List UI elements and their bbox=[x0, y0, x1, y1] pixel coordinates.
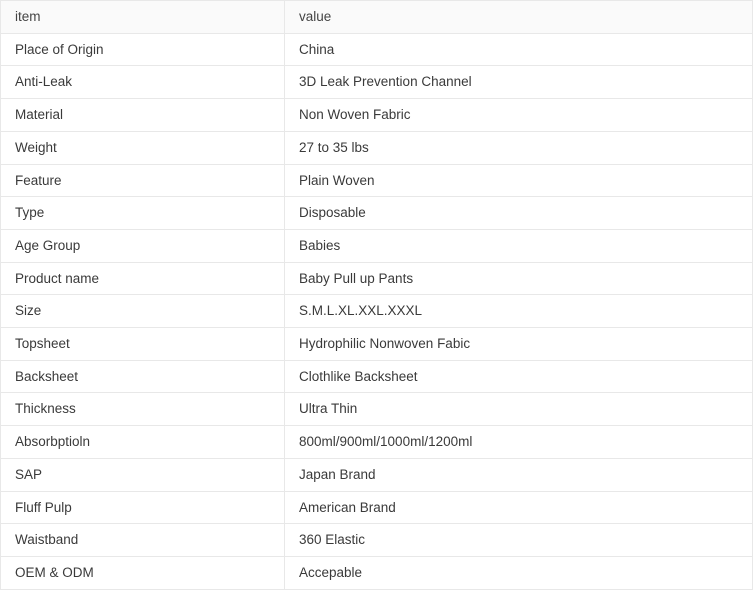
table-header-row bbox=[1, 1, 753, 34]
column-header-item: item bbox=[1, 1, 285, 34]
table-row bbox=[1, 131, 753, 164]
cell-value: 360 Elastic bbox=[285, 524, 753, 557]
cell-value: Ultra Thin bbox=[285, 393, 753, 426]
table-row bbox=[1, 262, 753, 295]
cell-value: Hydrophilic Nonwoven Fabic bbox=[285, 328, 753, 361]
table-row bbox=[1, 393, 753, 426]
cell-value: Babies bbox=[285, 229, 753, 262]
cell-item: Backsheet bbox=[1, 360, 285, 393]
cell-item: Size bbox=[1, 295, 285, 328]
cell-item: Thickness bbox=[1, 393, 285, 426]
cell-value: American Brand bbox=[285, 491, 753, 524]
cell-item: Weight bbox=[1, 131, 285, 164]
cell-item: Type bbox=[1, 197, 285, 230]
cell-item: Waistband bbox=[1, 524, 285, 557]
table-row bbox=[1, 458, 753, 491]
table-header bbox=[1, 1, 753, 34]
table-body bbox=[1, 33, 753, 589]
table-row bbox=[1, 360, 753, 393]
cell-value: Clothlike Backsheet bbox=[285, 360, 753, 393]
cell-item: OEM & ODM bbox=[1, 556, 285, 589]
cell-item: Place of Origin bbox=[1, 33, 285, 66]
table-row bbox=[1, 66, 753, 99]
cell-value: Plain Woven bbox=[285, 164, 753, 197]
cell-item: Material bbox=[1, 99, 285, 132]
column-header-value: value bbox=[285, 1, 753, 34]
cell-item: SAP bbox=[1, 458, 285, 491]
table-row bbox=[1, 229, 753, 262]
cell-value: Japan Brand bbox=[285, 458, 753, 491]
cell-value: Accepable bbox=[285, 556, 753, 589]
cell-item: Product name bbox=[1, 262, 285, 295]
cell-value: Baby Pull up Pants bbox=[285, 262, 753, 295]
table-row bbox=[1, 426, 753, 459]
table-row bbox=[1, 33, 753, 66]
cell-value: Non Woven Fabric bbox=[285, 99, 753, 132]
cell-item: Anti-Leak bbox=[1, 66, 285, 99]
table-row bbox=[1, 556, 753, 589]
cell-item: Fluff Pulp bbox=[1, 491, 285, 524]
table-row bbox=[1, 164, 753, 197]
cell-value: S.M.L.XL.XXL.XXXL bbox=[285, 295, 753, 328]
cell-item: Feature bbox=[1, 164, 285, 197]
cell-item: Absorbptioln bbox=[1, 426, 285, 459]
table-row bbox=[1, 99, 753, 132]
table-row bbox=[1, 197, 753, 230]
table-row bbox=[1, 328, 753, 361]
cell-value: 800ml/900ml/1000ml/1200ml bbox=[285, 426, 753, 459]
cell-value: 27 to 35 lbs bbox=[285, 131, 753, 164]
cell-value: Disposable bbox=[285, 197, 753, 230]
table-row bbox=[1, 524, 753, 557]
table-row bbox=[1, 491, 753, 524]
cell-item: Topsheet bbox=[1, 328, 285, 361]
cell-value: China bbox=[285, 33, 753, 66]
cell-value: 3D Leak Prevention Channel bbox=[285, 66, 753, 99]
table-row bbox=[1, 295, 753, 328]
cell-item: Age Group bbox=[1, 229, 285, 262]
